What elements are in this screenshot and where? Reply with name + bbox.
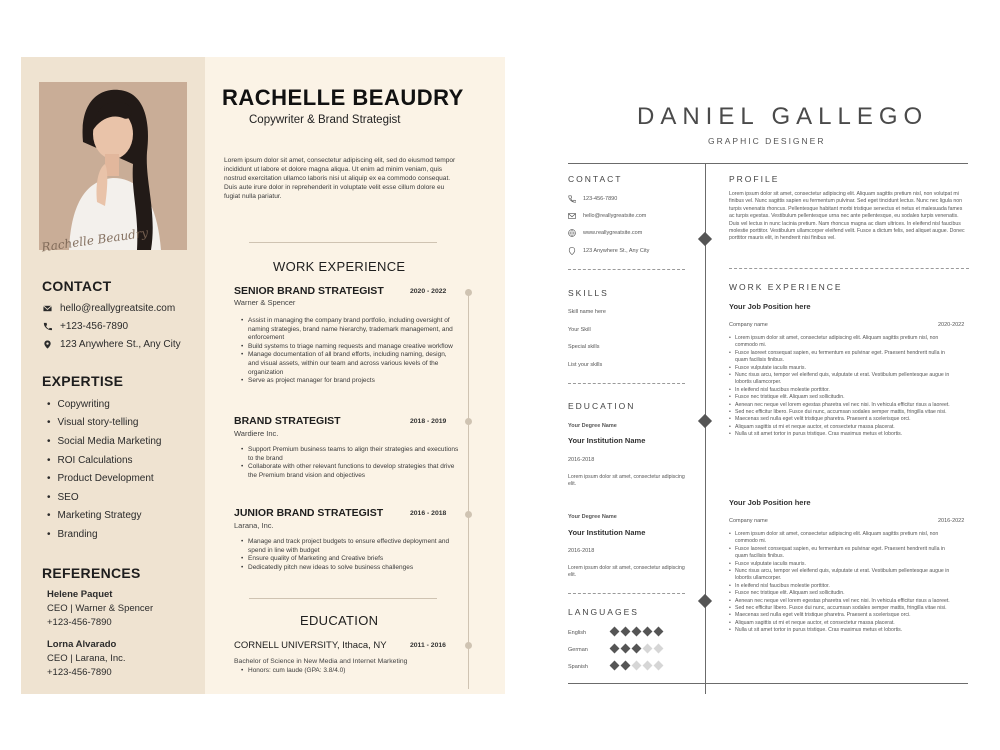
job-bullets (241, 538, 459, 572)
dashed-divider (729, 268, 969, 269)
reference-role: CEO | Larana, Inc. (47, 653, 126, 664)
language-name: German (568, 647, 588, 653)
languages-heading: LANGUAGES (568, 607, 639, 617)
bullet: • Maecenas sed nulla eget velit tristique pharetra. Praesent a scelerisque orci. (729, 416, 959, 423)
rating-diamond-empty (643, 644, 653, 654)
reference-phone: +123-456-7890 (47, 617, 112, 628)
phone-icon (568, 195, 576, 203)
diamond-marker (698, 594, 712, 608)
bullet: • Fusce laoreet consequat sapien, eu fermentum ex pulvinar eget. Praesent hendrerit nulla in quam facilisis finibus. (729, 546, 959, 561)
contact-email (43, 303, 175, 314)
job-company: Warner & Spencer (234, 298, 296, 307)
degree-text: Bachelor of Science in New Media and Internet Marketing (234, 658, 408, 665)
bullet: • Manage and track project budgets to ensure effective deployment and spend in line with budget (241, 538, 459, 555)
expertise-item: • Product Development (47, 473, 154, 484)
language-name: English (568, 630, 587, 636)
signature: Rachelle Beaudry (40, 225, 150, 255)
bullet: • Manage documentation of all brand efforts, including naming, design, and visual assets, within our team and across various levels of the organization (241, 351, 459, 377)
education-dates: 2016-2018 (568, 548, 595, 554)
bullet: • Serve as project manager for brand projects (241, 377, 459, 386)
contact-address (43, 339, 181, 350)
bullet: • Aenean nec neque vel lorem egestas pharetra vel nec nisi. In vehicula efficitur risus a laoreet. (729, 402, 959, 409)
skill-item: List your skills (568, 362, 603, 368)
expertise-item: • Marketing Strategy (47, 510, 141, 521)
education-heading: EDUCATION (300, 613, 379, 628)
skills-heading: SKILLS (568, 288, 609, 298)
bullet: • Fusce vulputate iaculis mauris. (729, 561, 959, 568)
language-name: Spanish (568, 664, 588, 670)
bullet: • Aliquam sagittis ut mi et neque auctor, et consectetur massa placerat. (729, 620, 959, 627)
timeline-line (468, 289, 469, 689)
rating-diamond-filled (643, 627, 653, 637)
language-rating (610, 661, 663, 670)
bullet: • Fusce nec tristique elit. Aliquam sed sollicitudin. (729, 590, 959, 597)
institution-name: Your Institution Name (568, 528, 646, 537)
candidate-role: Copywriter & Brand Strategist (249, 114, 401, 126)
bullet: • In eleifend nisl faucibus molestie porttitor. (729, 387, 959, 394)
address-text: 123 Anywhere St., Any City (60, 339, 181, 350)
timeline-dot (465, 418, 472, 425)
footer-divider (568, 683, 968, 684)
rating-diamond-filled (632, 627, 642, 637)
education-dates: 2011 - 2016 (410, 642, 446, 649)
bullet: • Build systems to triage naming requests and manage creative workflow (241, 343, 459, 352)
expertise-item: • ROI Calculations (47, 455, 133, 466)
email-text: hello@reallygreatsite.com (60, 303, 176, 314)
candidate-name: DANIEL GALLEGO (637, 103, 929, 130)
job-position: Your Job Position here (729, 498, 811, 507)
job-bullets (729, 335, 959, 439)
dashed-divider (568, 383, 685, 384)
bullet: • Sed nec efficitur libero. Fusce dui nunc, accumsan sodales semper mattis, fringilla vitae nisi. (729, 605, 959, 612)
skill-item: Your Skill (568, 327, 591, 333)
company-name: Company name (729, 518, 768, 524)
timeline-dot (465, 642, 472, 649)
job-title: JUNIOR BRAND STRATEGIST (234, 507, 384, 519)
email-text: hello@reallygreatsite.com (583, 213, 647, 219)
rating-diamond-filled (610, 661, 620, 671)
expertise-item: • Branding (47, 529, 98, 540)
rating-diamond-empty (632, 661, 642, 671)
job-position: Your Job Position here (729, 302, 811, 311)
bullet: • Maecenas sed nulla eget velit tristique pharetra. Praesent a scelerisque orci. (729, 612, 959, 619)
expertise-heading: EXPERTISE (42, 373, 124, 389)
location-pin-icon (43, 340, 52, 349)
job-dates: 2018 - 2019 (410, 418, 447, 425)
profile-photo (39, 82, 187, 250)
expertise-item: • Visual story-telling (47, 417, 138, 428)
expertise-item: • Social Media Marketing (47, 436, 161, 447)
reference-role: CEO | Warner & Spencer (47, 603, 154, 614)
resume-rachelle (21, 57, 505, 694)
mail-icon (568, 212, 576, 220)
bullet: • Fusce nec tristique elit. Aliquam sed sollicitudin. (729, 394, 959, 401)
job-title: SENIOR BRAND STRATEGIST (234, 285, 384, 297)
divider (249, 598, 437, 599)
rating-diamond-empty (654, 661, 664, 671)
education-desc: Lorem ipsum dolor sit amet, consectetur adipiscing elit. (568, 565, 685, 579)
work-experience-heading: WORK EXPERIENCE (273, 259, 406, 274)
job-dates: 2020 - 2022 (410, 288, 447, 295)
bullet: • Support Premium business teams to align their strategies and executions to the brand (241, 446, 459, 463)
contact-phone (43, 321, 128, 332)
rating-diamond-empty (643, 661, 653, 671)
diamond-marker (698, 414, 712, 428)
education-dates: 2016-2018 (568, 457, 595, 463)
language-rating (610, 627, 663, 636)
diamond-marker (698, 232, 712, 246)
bullet: • Collaborate with other relevant functions to develop strategies that drive the Premium brand vision and objectives (241, 463, 459, 480)
reference-name: Lorna Alvarado (47, 639, 117, 650)
candidate-name: RACHELLE BEAUDRY (222, 85, 464, 110)
rating-diamond-filled (654, 627, 664, 637)
job-bullets (241, 446, 459, 480)
education-heading: EDUCATION (568, 401, 636, 411)
profile-text: Lorem ipsum dolor sit amet, consectetur adipiscing elit. Aliquam sagittis pretium nisl, non volutpat mi finibus vel. Nunc sagittis sapien eu fermentum pulvinar. Sed eget tincidunt lectus. Nunc nec ligula non turpis venenatis rhoncus. Pellentesque habitant morbi tristique senectus et netus et malesuada fames ac turpis egestas. Vestibulum pellentesque urna nec ante pellentesque, eu sodales turpis venenatis. Duis vel lectus in nunc lacinia pretium. Nam rhoncus magna ac diam ultrices. In eleifend nisl faucibus molestie porttitor. Vestibulum ullamcorper eleifend velit. Fusce a dictum felis, sed aliquet augue. Donec porttitor mauris elit, in hendrerit nisi finibus vel. (729, 191, 965, 242)
timeline-dot (465, 511, 472, 518)
bullet: • Assist in managing the company brand portfolio, including oversight of naming strategies, brand name hierarchy, trademark management, and enforcement (241, 317, 459, 343)
rating-diamond-filled (621, 644, 631, 654)
phone-text: +123-456-7890 (60, 321, 129, 332)
header-divider (568, 163, 968, 164)
phone-text: 123-456-7890 (583, 196, 618, 202)
degree-name: Your Degree Name (568, 423, 617, 429)
rating-diamond-empty (654, 644, 664, 654)
bullet: • Lorem ipsum dolor sit amet, consectetur adipiscing elit. Aliquam sagittis pretium nisl, non commodo mi. (729, 531, 959, 546)
language-rating (610, 644, 663, 653)
job-dates: 2020-2022 (938, 322, 965, 328)
bullet: • Nulla ut sit amet tortor in purus tristique. Cras maximus metus et lobortis. (729, 627, 959, 634)
job-bullets (241, 317, 459, 386)
website-text: www.reallygreatsite.com (583, 230, 643, 236)
divider (249, 242, 437, 243)
bullet: • Sed nec efficitur libero. Fusce dui nunc, accumsan sodales semper mattis, fringilla vitae nisi. (729, 409, 959, 416)
job-dates: 2016 - 2018 (410, 510, 447, 517)
education-desc: Lorem ipsum dolor sit amet, consectetur adipiscing elit. (568, 474, 685, 488)
resume-daniel (548, 57, 1000, 694)
bullet: • Fusce laoreet consequat sapien, eu fermentum ex pulvinar eget. Praesent hendrerit nulla in quam facilisis finibus. (729, 350, 959, 365)
contact-website (568, 229, 642, 237)
bullet: • Lorem ipsum dolor sit amet, consectetur adipiscing elit. Aliquam sagittis pretium nisl, non commodo mi. (729, 335, 959, 350)
rating-diamond-filled (610, 627, 620, 637)
honors-text: • Honors: cum laude (GPA: 3.8/4.0) (241, 667, 459, 676)
job-company: Larana, Inc. (234, 521, 274, 530)
company-name: Company name (729, 322, 768, 328)
reference-2 (47, 638, 126, 680)
job-title: BRAND STRATEGIST (234, 415, 341, 427)
job-company: Wardiere Inc. (234, 429, 279, 438)
mail-icon (43, 304, 52, 313)
bullet: • Nulla ut sit amet tortor in purus tristique. Cras maximus metus et lobortis. (729, 431, 959, 438)
timeline-dot (465, 289, 472, 296)
degree-name: Your Degree Name (568, 514, 617, 520)
skill-item: Special skills (568, 344, 600, 350)
job-bullets (729, 531, 959, 635)
globe-icon (568, 229, 576, 237)
expertise-item: • SEO (47, 492, 79, 503)
bullet: • Fusce vulputate iaculis mauris. (729, 365, 959, 372)
location-pin-icon (568, 247, 576, 255)
rating-diamond-filled (632, 644, 642, 654)
reference-name: Helene Paquet (47, 589, 113, 600)
skill-item: Skill name here (568, 309, 606, 315)
reference-phone: +123-456-7890 (47, 667, 112, 678)
bullet: • Nunc risus arcu, tempor vel eleifend quis, vulputate ut erat. Vestibulum pellentesque augue in lobortis ullamcorper. (729, 568, 959, 583)
bullet: • Aliquam sagittis ut mi et neque auctor, et consectetur massa placerat. (729, 424, 959, 431)
dashed-divider (568, 593, 685, 594)
bullet: • Ensure quality of Marketing and Creative briefs (241, 555, 459, 564)
dashed-divider (568, 269, 685, 270)
contact-heading: CONTACT (568, 174, 623, 184)
job-dates: 2016-2022 (938, 518, 965, 524)
school-name: CORNELL UNIVERSITY, Ithaca, NY (234, 640, 387, 651)
bullet: • Dedicatedly pitch new ideas to solve business challenges (241, 564, 459, 573)
expertise-item: • Copywriting (47, 399, 110, 410)
contact-heading: CONTACT (42, 278, 112, 294)
phone-icon (43, 322, 52, 331)
profile-heading: PROFILE (729, 174, 780, 184)
contact-email (568, 212, 646, 220)
education-bullets (241, 667, 459, 676)
bullet: • In eleifend nisl faucibus molestie porttitor. (729, 583, 959, 590)
contact-address (568, 247, 649, 255)
contact-phone (568, 195, 617, 203)
references-heading: REFERENCES (42, 565, 141, 581)
bullet: • Aenean nec neque vel lorem egestas pharetra vel nec nisi. In vehicula efficitur risus a laoreet. (729, 598, 959, 605)
rating-diamond-filled (621, 661, 631, 671)
address-text: 123 Anywhere St., Any City (583, 248, 650, 254)
institution-name: Your Institution Name (568, 436, 646, 445)
candidate-title: GRAPHIC DESIGNER (708, 136, 826, 146)
bullet: • Nunc risus arcu, tempor vel eleifend quis, vulputate ut erat. Vestibulum pellentesque augue in lobortis ullamcorper. (729, 372, 959, 387)
reference-1 (47, 588, 153, 630)
profile-summary: Lorem ipsum dolor sit amet, consectetur adipiscing elit, sed do eiusmod tempor incididunt ut labore et dolore magna aliqua. Ut enim ad minim veniam, quis nostrud exercitation ullamco laboris nisi ut aliquip ex ea commodo consequat. Duis aute irure dolor in reprehenderit in voluptate velit esse cillum dolore eu fugiat nulla pariatur. (224, 157, 456, 200)
rating-diamond-filled (610, 644, 620, 654)
rating-diamond-filled (621, 627, 631, 637)
work-experience-heading: WORK EXPERIENCE (729, 282, 843, 292)
